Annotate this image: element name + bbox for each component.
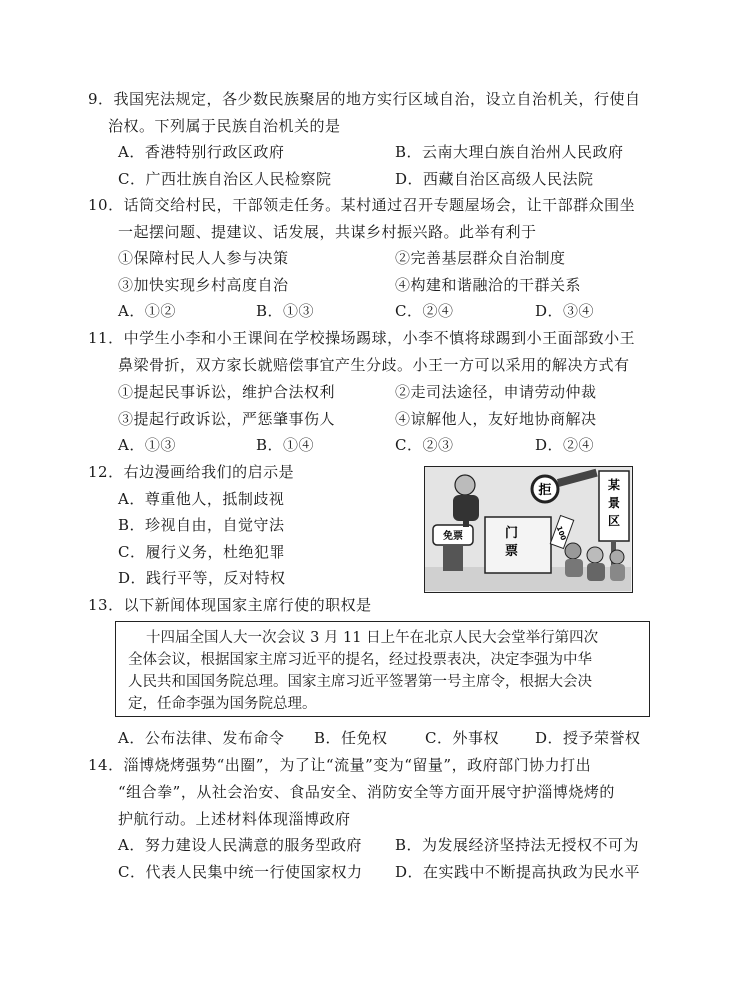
q12-stem: 12．右边漫画给我们的启示是 (88, 463, 295, 481)
ticket-sign-char-2: 票 (505, 544, 519, 559)
q14-stem-line1: 14．淄博烧烤强势“出圈”，为了让“流量”变为“留量”，政府部门协力打出 (88, 756, 592, 774)
q10-item-3: ③加快实现乡村高度自治 (118, 276, 289, 294)
q13-news-box (115, 621, 650, 717)
q9-option-c: C．广西壮族自治区人民检察院 (118, 170, 332, 188)
q12-option-b: B．珍视自由，自觉守法 (118, 516, 285, 534)
official-body (453, 495, 479, 521)
q10-option-c: C．②④ (395, 302, 454, 320)
q11-item-3: ③提起行政诉讼，严惩肇事伤人 (118, 410, 336, 428)
cartoon-drawing (425, 467, 631, 591)
q10-option-d: D．③④ (535, 302, 595, 320)
q10-option-a: A．①② (118, 302, 176, 320)
q13-stem: 13．以下新闻体现国家主席行使的职权是 (88, 596, 372, 614)
q10-item-2: ②完善基层群众自治制度 (395, 249, 566, 267)
q10-option-b: B．①③ (256, 302, 315, 320)
q10-item-1: ①保障村民人人参与决策 (118, 249, 289, 267)
q14-option-d: D．在实践中不断提高执政为民水平 (395, 863, 641, 881)
ticket-sign-char-1: 门 (505, 526, 519, 541)
scenic-sign-char-2: 景 (607, 496, 621, 510)
q12-cartoon (424, 466, 633, 593)
q11-stem-line1: 11．中学生小李和小王课间在学校操场踢球，小李不慎将球踢到小王面部致小王 (88, 329, 636, 347)
scenic-sign-char-1: 某 (607, 478, 621, 492)
official-head (455, 475, 475, 495)
q13-option-c: C．外事权 (425, 729, 499, 747)
q14-option-c: C．代表人民集中统一行使国家权力 (118, 863, 363, 881)
q12-option-c: C．履行义务，杜绝犯罪 (118, 543, 285, 561)
q9-option-d: D．西藏自治区高级人民法院 (395, 170, 594, 188)
q9-stem-line2: 治权。下列属于民族自治机关的是 (108, 117, 341, 135)
q10-stem-line2: 一起摆问题、提建议、话发展，共谋乡村振兴路。此举有利于 (118, 223, 537, 241)
cash-label: 100 (554, 525, 568, 542)
q11-option-a: A．①③ (118, 436, 176, 454)
q13-option-d: D．授予荣誉权 (535, 729, 641, 747)
q11-stem-line2: 鼻梁骨折，双方家长就赔偿事宜产生分歧。小王一方可以采用的解决方式有 (118, 356, 630, 374)
q14-stem-line2: “组合拳”，从社会治安、食品安全、消防安全等方面开展守护淄博烧烤的 (118, 783, 615, 801)
q12-option-d: D．践行平等，反对特权 (118, 569, 286, 587)
q14-stem-line3: 护航行动。上述材料体现淄博政府 (118, 810, 351, 828)
q13-news-line3: 人民共和国国务院总理。国家主席习近平签署第一号主席令，根据大会决 (128, 674, 592, 690)
q11-item-1: ①提起民事诉讼，维护合法权利 (118, 383, 336, 401)
scenic-sign-char-3: 区 (607, 514, 621, 528)
q11-item-4: ④谅解他人，友好地协商解决 (395, 410, 597, 428)
q10-stem-line1: 10．话筒交给村民，干部领走任务。某村通过召开专题屋场会，让干部群众围坐 (88, 196, 636, 214)
q14-option-a: A．努力建设人民满意的服务型政府 (118, 836, 362, 854)
free-ticket-label: 免票 (443, 531, 463, 542)
q13-option-b: B．任免权 (314, 729, 388, 747)
q13-news-line2: 全体会议，根据国家主席习近平的提名，经过投票表决，决定李强为中华 (128, 652, 592, 668)
q13-news-line1: 十四届全国人大一次会议 3 月 11 日上午在北京人民大会堂举行第四次 (146, 630, 599, 646)
q11-option-d: D．②④ (535, 436, 595, 454)
q9-option-a: A．香港特别行政区政府 (118, 143, 285, 161)
q13-news-line4: 定，任命李强为国务院总理。 (128, 696, 317, 712)
q9-option-b: B．云南大理白族自治州人民政府 (395, 143, 624, 161)
q9-stem-line1: 9．我国宪法规定，各少数民族聚居的地方实行区域自治，设立自治机关，行使自 (88, 90, 641, 108)
q11-option-c: C．②③ (395, 436, 454, 454)
refuse-char: 拒 (538, 483, 552, 498)
q12-option-a: A．尊重他人，抵制歧视 (118, 490, 285, 508)
q11-option-b: B．①④ (256, 436, 315, 454)
q10-item-4: ④构建和谐融洽的干群关系 (395, 276, 582, 294)
q14-option-b: B．为发展经济坚持法无授权不可为 (395, 836, 640, 854)
q13-option-a: A．公布法律、发布命令 (118, 729, 285, 747)
q11-item-2: ②走司法途径，申请劳动仲裁 (395, 383, 597, 401)
